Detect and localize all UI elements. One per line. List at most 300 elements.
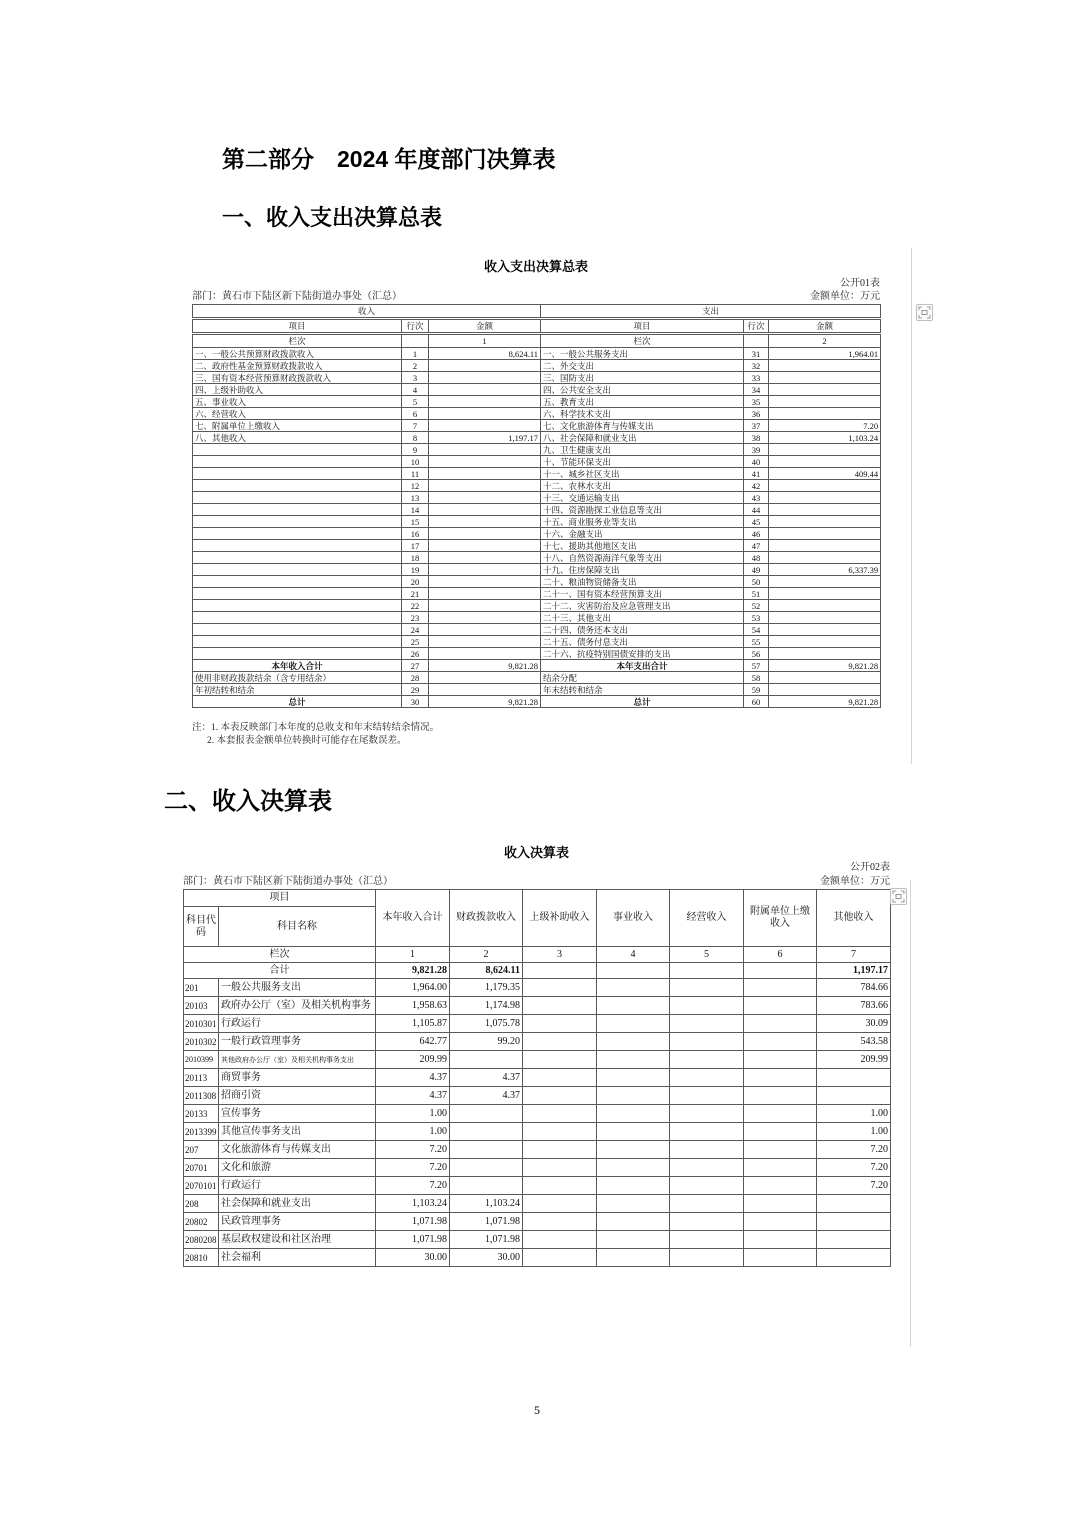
income-table-cell: 1,958.63 (376, 997, 450, 1015)
summary-table-row (193, 432, 881, 444)
income-table-cell (597, 997, 670, 1015)
income-table-cell (817, 1087, 891, 1105)
income-table-cell (670, 1069, 744, 1087)
summary-table-cell (769, 636, 881, 648)
summary-table-cell: 十五、商业服务业等支出 (541, 516, 744, 528)
income-table-row (184, 1123, 891, 1141)
summary-table-cell (769, 480, 881, 492)
summary-table-cell (429, 372, 541, 384)
summary-table-cell (429, 420, 541, 432)
summary-table-cell: 1,197.17 (429, 432, 541, 444)
income-table-cell (523, 1141, 597, 1159)
summary-table-cell: 一、一般公共服务支出 (541, 348, 744, 360)
income-table-cell (670, 1087, 744, 1105)
summary-table-row (193, 396, 881, 408)
summary-table-cell (429, 504, 541, 516)
summary-table-cell: 十六、金融支出 (541, 528, 744, 540)
lanci-index: 1 (376, 947, 450, 963)
summary-table-cell (193, 504, 402, 516)
summary-table-row (193, 408, 881, 420)
summary-table-cell: 27 (402, 660, 429, 672)
summary-table-cell: 使用非财政拨款结余（含专用结余） (193, 672, 402, 684)
income-table-cell (523, 1231, 597, 1249)
summary-table-cell: 15 (402, 516, 429, 528)
summary-table-cell: 年初结转和结余 (193, 684, 402, 696)
income-table-cell: 4.37 (450, 1069, 523, 1087)
summary-table-cell (193, 468, 402, 480)
summary-table-cell: 7 (402, 420, 429, 432)
income-table-cell (450, 1051, 523, 1069)
summary-table-cell: 5 (402, 396, 429, 408)
summary-table-cell: 本年收入合计 (193, 660, 402, 672)
summary-table-cell (769, 612, 881, 624)
summary-table-cell: 43 (744, 492, 769, 504)
summary-table-title: 收入支出决算总表 (483, 259, 588, 274)
summary-table-cell: 1,103.24 (769, 432, 881, 444)
income-table-cell (523, 1105, 597, 1123)
summary-table-cell: 20 (402, 576, 429, 588)
summary-table-cell: 8 (402, 432, 429, 444)
summary-table-cell: 二十一、国有资本经营预算支出 (541, 588, 744, 600)
subject-code: 208 (184, 1195, 219, 1213)
subject-name: 政府办公厅（室）及相关机构事务 (219, 997, 376, 1015)
subject-code: 20103 (184, 997, 219, 1015)
income-table-cell (670, 1033, 744, 1051)
summary-table-row (193, 444, 881, 456)
summary-table-cell: 二十四、债务还本支出 (541, 624, 744, 636)
income-table-cell (817, 1231, 891, 1249)
summary-table-row (193, 672, 881, 684)
expand-icon[interactable] (890, 888, 907, 905)
summary-table-cell: 23 (402, 612, 429, 624)
summary-table-cell (429, 684, 541, 696)
expand-icon-glyph (892, 890, 905, 903)
summary-table-cell: 十、节能环保支出 (541, 456, 744, 468)
income-table-cell (523, 1069, 597, 1087)
summary-table-cell: 33 (744, 372, 769, 384)
summary-table-cell: 56 (744, 648, 769, 660)
summary-table-cell (429, 516, 541, 528)
income-rowno-header: 行次 (402, 319, 429, 334)
income-table-cell (450, 1159, 523, 1177)
summary-table-cell: 17 (402, 540, 429, 552)
summary-table-cell: 结余分配 (541, 672, 744, 684)
subject-name: 基层政权建设和社区治理 (219, 1231, 376, 1249)
summary-table-cell: 9,821.28 (429, 660, 541, 672)
summary-table-cell: 七、附属单位上缴收入 (193, 420, 402, 432)
summary-table-cell: 1,964.01 (769, 348, 881, 360)
lanci-index: 4 (597, 947, 670, 963)
income-table-cell: 784.66 (817, 979, 891, 997)
summary-table-cell: 57 (744, 660, 769, 672)
subject-name: 一般公共服务支出 (219, 979, 376, 997)
summary-table-cell: 10 (402, 456, 429, 468)
income-table-cell (744, 997, 817, 1015)
income-table-cell: 1,103.24 (450, 1195, 523, 1213)
income-table-row (184, 1069, 891, 1087)
income-table-cell: 7.20 (817, 1141, 891, 1159)
col-header-superior: 上级补助收入 (523, 890, 597, 947)
summary-table-cell: 9,821.28 (429, 696, 541, 708)
income-table-cell: 1,075.78 (450, 1015, 523, 1033)
lanci-index: 7 (817, 947, 891, 963)
summary-table-cell (429, 648, 541, 660)
income-table-row (184, 1051, 891, 1069)
summary-table-cell (193, 636, 402, 648)
income-table-cell (670, 1177, 744, 1195)
summary-table-section-row (193, 305, 881, 319)
income-table-row (184, 1195, 891, 1213)
subject-name: 社会福利 (219, 1249, 376, 1267)
income-table-cell (744, 1087, 817, 1105)
summary-table-cell (429, 468, 541, 480)
summary-table-cell: 36 (744, 408, 769, 420)
income-table-cell (670, 1159, 744, 1177)
income-table-cell (597, 1141, 670, 1159)
income-table-cell: 7.20 (376, 1177, 450, 1195)
subject-code: 20113 (184, 1069, 219, 1087)
page-title: 第二部分 2024 年度部门决算表 (222, 146, 556, 172)
income-table-cell (744, 1015, 817, 1033)
income-table-cell (597, 1213, 670, 1231)
summary-table-row (193, 564, 881, 576)
subject-name: 商贸事务 (219, 1069, 376, 1087)
income-table-title: 收入决算表 (503, 845, 569, 860)
lanci-label: 栏次 (184, 947, 376, 963)
summary-table-cell: 60 (744, 696, 769, 708)
summary-table-cell (769, 456, 881, 468)
summary-table-cell: 50 (744, 576, 769, 588)
summary-table-row (193, 348, 881, 360)
summary-table-cell: 三、国防支出 (541, 372, 744, 384)
summary-table-row (193, 528, 881, 540)
income-table-cell (670, 1249, 744, 1267)
summary-table-row (193, 384, 881, 396)
income-table-cell: 209.99 (817, 1051, 891, 1069)
summary-table-cell (769, 588, 881, 600)
summary-table-row (193, 504, 881, 516)
income-table-cell (597, 1123, 670, 1141)
income-table-cell (450, 1105, 523, 1123)
income-table-cell: 1,071.98 (376, 1213, 450, 1231)
col-header-business: 事业收入 (597, 890, 670, 947)
income-table-cell: 543.58 (817, 1033, 891, 1051)
summary-table-cell: 十二、农林水支出 (541, 480, 744, 492)
summary-table-cell: 年末结转和结余 (541, 684, 744, 696)
summary-table-cell (769, 384, 881, 396)
subject-code: 2010302 (184, 1033, 219, 1051)
summary-table-cell: 12 (402, 480, 429, 492)
summary-table-row (193, 492, 881, 504)
summary-table-cell: 52 (744, 600, 769, 612)
summary-table-cell: 25 (402, 636, 429, 648)
summary-table-cell (429, 444, 541, 456)
summary-table-cell (429, 576, 541, 588)
summary-table-cell (429, 636, 541, 648)
income-table-cell (744, 1123, 817, 1141)
income-table-cell: 1.00 (817, 1105, 891, 1123)
summary-table-cell: 9,821.28 (769, 660, 881, 672)
subject-code: 20810 (184, 1249, 219, 1267)
income-table-cell (597, 1249, 670, 1267)
summary-table-cell (193, 624, 402, 636)
income-table-row (184, 1231, 891, 1249)
income-table-cell (523, 1195, 597, 1213)
income-table-cell (523, 1051, 597, 1069)
summary-table-cell: 十八、自然资源海洋气象等支出 (541, 552, 744, 564)
summary-table-cell: 二十三、其他支出 (541, 612, 744, 624)
income-table-cell (744, 979, 817, 997)
summary-table-row (193, 648, 881, 660)
summary-table-cell (769, 600, 881, 612)
summary-table-cell: 七、文化旅游体育与传媒支出 (541, 420, 744, 432)
summary-table-notes (192, 722, 439, 748)
subject-code: 20802 (184, 1213, 219, 1231)
income-table-project-row (184, 890, 891, 907)
summary-table-cell: 51 (744, 588, 769, 600)
subject-code: 2013399 (184, 1123, 219, 1141)
subject-code: 2070101 (184, 1177, 219, 1195)
summary-table-cell: 二十五、债务付息支出 (541, 636, 744, 648)
income-table-department: 部门：黄石市下陆区新下陆街道办事处（汇总） (183, 876, 393, 887)
summary-table-cell (429, 492, 541, 504)
summary-table-cell: 二十、粮油物资储备支出 (541, 576, 744, 588)
income-table-cell: 7.20 (376, 1159, 450, 1177)
income-table-cell: 1,103.24 (376, 1195, 450, 1213)
summary-table-cell: 十一、城乡社区支出 (541, 468, 744, 480)
income-table-cell (450, 1141, 523, 1159)
summary-table-cell: 21 (402, 588, 429, 600)
income-table-row (184, 1213, 891, 1231)
summary-table-cell: 2 (402, 360, 429, 372)
summary-table-cell: 八、社会保障和就业支出 (541, 432, 744, 444)
summary-table-cell (769, 444, 881, 456)
income-table-cell (597, 1069, 670, 1087)
income-table-cell (597, 1033, 670, 1051)
income-table-cell (744, 1159, 817, 1177)
expense-lanci-label: 栏次 (541, 334, 744, 348)
income-table-cell: 783.66 (817, 997, 891, 1015)
income-table-cell (744, 1249, 817, 1267)
summary-table-cell: 26 (402, 648, 429, 660)
subject-code: 207 (184, 1141, 219, 1159)
income-col-index: 1 (429, 334, 541, 348)
table-note-1: 注：1. 本表反映部门本年度的总收支和年末结转结余情况。 (192, 723, 440, 733)
summary-table-cell: 11 (402, 468, 429, 480)
expand-icon[interactable] (916, 304, 933, 321)
summary-table-cell: 一、一般公共预算财政拨款收入 (193, 348, 402, 360)
summary-table-cell (193, 444, 402, 456)
summary-table-cell: 31 (744, 348, 769, 360)
income-table-cell (744, 1105, 817, 1123)
income-table-cell: 642.77 (376, 1033, 450, 1051)
income-table-cell: 30.00 (450, 1249, 523, 1267)
summary-table-unit: 金额单位：万元 (810, 291, 880, 302)
summary-table-row (193, 684, 881, 696)
summary-table-row (193, 588, 881, 600)
summary-table-cell: 32 (744, 360, 769, 372)
subject-code: 20133 (184, 1105, 219, 1123)
summary-table-cell (429, 360, 541, 372)
subject-code: 2080208 (184, 1231, 219, 1249)
income-table-row (184, 1087, 891, 1105)
summary-table-cell: 14 (402, 504, 429, 516)
income-table-cell (670, 1105, 744, 1123)
summary-table-cell (193, 552, 402, 564)
income-table-cell (670, 1123, 744, 1141)
summary-table-cell (769, 540, 881, 552)
subject-name: 文化旅游体育与传媒支出 (219, 1141, 376, 1159)
income-table-lanci-row (184, 947, 891, 963)
income-table-cell: 1.00 (376, 1105, 450, 1123)
subject-name: 行政运行 (219, 1015, 376, 1033)
summary-table-cell: 四、公共安全支出 (541, 384, 744, 396)
summary-table-cell (429, 408, 541, 420)
income-table-cell (744, 1051, 817, 1069)
summary-table-cell: 45 (744, 516, 769, 528)
summary-table-row (193, 636, 881, 648)
income-table-cell (670, 997, 744, 1015)
income-table-cell: 1,071.98 (450, 1231, 523, 1249)
total-value: 1,197.17 (817, 963, 891, 979)
income-table-cell: 30.00 (376, 1249, 450, 1267)
income-table-cell (597, 1231, 670, 1249)
income-table-row (184, 1015, 891, 1033)
income-table-cell (597, 1177, 670, 1195)
summary-table-cell: 37 (744, 420, 769, 432)
income-table-cell: 4.37 (450, 1087, 523, 1105)
summary-table-row (193, 540, 881, 552)
total-label: 合计 (184, 963, 376, 979)
expense-col-index: 2 (769, 334, 881, 348)
income-table-cell (670, 1051, 744, 1069)
subject-code: 201 (184, 979, 219, 997)
summary-table-cell (769, 672, 881, 684)
summary-table-cell (429, 528, 541, 540)
summary-table-cell: 二十六、抗疫特别国债安排的支出 (541, 648, 744, 660)
summary-table-cell: 34 (744, 384, 769, 396)
code-header: 科目代码 (184, 907, 219, 947)
summary-table-cell: 十三、交通运输支出 (541, 492, 744, 504)
summary-table-cell (429, 564, 541, 576)
summary-table-cell (769, 372, 881, 384)
income-table-cell (817, 1249, 891, 1267)
summary-table-cell: 35 (744, 396, 769, 408)
income-table-cell (523, 1159, 597, 1177)
summary-table-cell (429, 384, 541, 396)
summary-table-cell: 九、卫生健康支出 (541, 444, 744, 456)
total-value (597, 963, 670, 979)
summary-table-cell: 六、经营收入 (193, 408, 402, 420)
total-value (744, 963, 817, 979)
summary-table-row (193, 612, 881, 624)
summary-table-cell: 十四、资源勘探工业信息等支出 (541, 504, 744, 516)
subject-code: 20701 (184, 1159, 219, 1177)
income-table-cell (523, 1087, 597, 1105)
summary-table-cell: 本年支出合计 (541, 660, 744, 672)
income-table-cell (817, 1069, 891, 1087)
income-table-cell: 1,964.00 (376, 979, 450, 997)
summary-table-cell: 十九、住房保障支出 (541, 564, 744, 576)
subject-name: 一般行政管理事务 (219, 1033, 376, 1051)
income-table-cell (670, 1141, 744, 1159)
summary-table-cell: 44 (744, 504, 769, 516)
summary-table-cell (769, 516, 881, 528)
summary-table-cell (193, 528, 402, 540)
income-amount-header: 金额 (429, 319, 541, 334)
summary-table (192, 304, 881, 708)
income-table-row (184, 1177, 891, 1195)
expense-amount-header: 金额 (769, 319, 881, 334)
income-table-row (184, 997, 891, 1015)
summary-table-cell (769, 492, 881, 504)
summary-table-cell (429, 672, 541, 684)
income-table-cell (817, 1195, 891, 1213)
summary-table-cell: 38 (744, 432, 769, 444)
summary-table-cell: 41 (744, 468, 769, 480)
expand-icon-glyph (918, 306, 931, 319)
total-value: 8,624.11 (450, 963, 523, 979)
income-table-row (184, 1105, 891, 1123)
income-table-cell: 99.20 (450, 1033, 523, 1051)
summary-table-cell (769, 528, 881, 540)
summary-table-cell (429, 600, 541, 612)
summary-table-cell: 48 (744, 552, 769, 564)
income-table-cell (744, 1177, 817, 1195)
summary-table-cell: 6,337.39 (769, 564, 881, 576)
income-table-cell (597, 1159, 670, 1177)
income-table-cell (523, 1177, 597, 1195)
summary-table-cell (769, 360, 881, 372)
summary-table-column-header-row (193, 319, 881, 334)
summary-table-cell (769, 648, 881, 660)
summary-table-cell (193, 456, 402, 468)
income-table-row (184, 1159, 891, 1177)
summary-table-cell: 30 (402, 696, 429, 708)
summary-table-row (193, 372, 881, 384)
summary-table-cell: 409.44 (769, 468, 881, 480)
summary-table-cell: 二、外交支出 (541, 360, 744, 372)
summary-table-cell (429, 540, 541, 552)
summary-table-cell: 9,821.28 (769, 696, 881, 708)
income-table-cell: 4.37 (376, 1087, 450, 1105)
project-group-header: 项目 (184, 890, 376, 907)
summary-table-cell: 总计 (193, 696, 402, 708)
name-header: 科目名称 (219, 907, 376, 947)
summary-table-doc-label: 公开01表 (840, 278, 880, 289)
summary-table-cell: 五、事业收入 (193, 396, 402, 408)
income-table-cell (744, 1195, 817, 1213)
col-header-operating: 经营收入 (670, 890, 744, 947)
summary-table-cell: 二十二、灾害防治及应急管理支出 (541, 600, 744, 612)
summary-table-cell: 六、科学技术支出 (541, 408, 744, 420)
expense-item-header: 项目 (541, 319, 744, 334)
lanci-index: 6 (744, 947, 817, 963)
summary-table-cell: 7.20 (769, 420, 881, 432)
total-value: 9,821.28 (376, 963, 450, 979)
expense-section-header: 支出 (541, 305, 881, 319)
summary-table-row (193, 576, 881, 588)
income-table-row (184, 1249, 891, 1267)
income-table-cell (523, 1123, 597, 1141)
summary-table-cell (193, 588, 402, 600)
summary-table-cell (429, 480, 541, 492)
subject-name: 其他宣传事务支出 (219, 1123, 376, 1141)
summary-table-lanci-row (193, 334, 881, 348)
summary-table-cell: 13 (402, 492, 429, 504)
summary-table-cell: 十七、援助其他地区支出 (541, 540, 744, 552)
income-table-cell: 1.00 (376, 1123, 450, 1141)
